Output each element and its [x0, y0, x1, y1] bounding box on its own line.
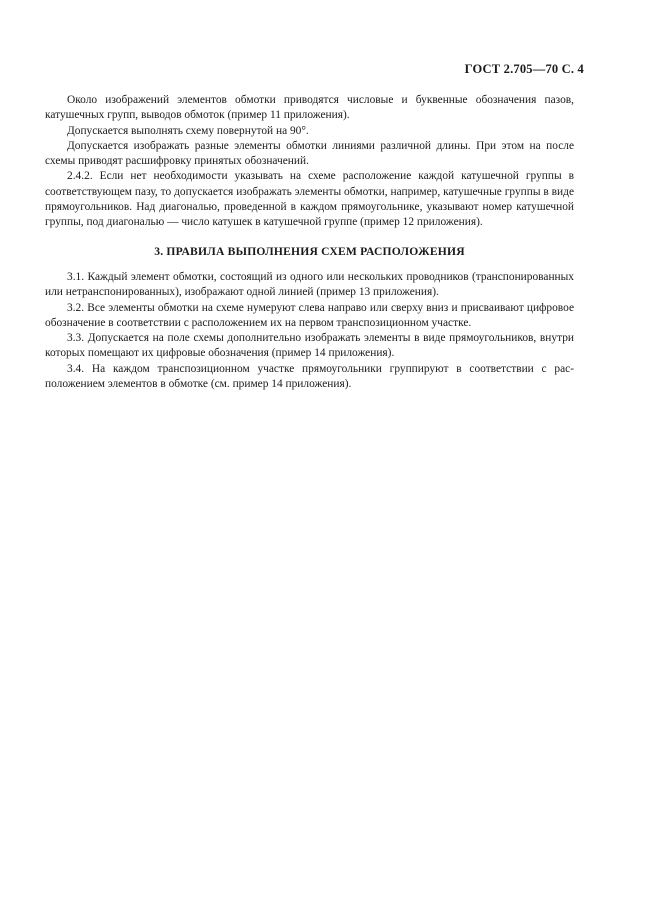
paragraph-2-4-2: 2.4.2. Если нет необходимости указывать на схеме расположение каждой катушечной группы в соответствующем пазу, то допускается изображать элементы обмотки, например, катушечные группы в виде прямоугольников. Над диагональю, проведенной в каждом прямоугольнике, указывают номер катушечной группы, под диагональю — число катушек в катушечной группе (пример 12 приложения). [45, 170, 574, 229]
paragraph-3-1: 3.1. Каждый элемент обмотки, состоящий из одного или нескольких проводников (транспонированных или нетранспонированных), изображают одной линией (пример 13 приложения). [45, 270, 574, 299]
paragraph-line-lengths: Допускается изображать разные элементы обмотки линиями различной длины. При этом на после схемы приводят расшифровку принятых обозначений. [45, 139, 574, 168]
document-body [45, 93, 574, 392]
paragraph-3-3: 3.3. Допускается на поле схемы дополнительно изображать элементы в виде прямоугольников, внутри которых помещают их цифровые обозначения (пример 14 приложения). [45, 332, 574, 360]
paragraph-rotate-diagram: Допускается выполнять схему повернутой на 90°. [67, 124, 309, 137]
paragraph-3-2: 3.2. Все элементы обмотки на схеме нумеруют слева направо или сверху вниз и присваивают цифровое обозначение в соответствии с расположением их на первом транспозиционном участке. [45, 301, 574, 329]
page-header: ГОСТ 2.705—70 С. 4 [464, 62, 584, 76]
paragraph-3-4: 3.4. На каждом транспозиционном участке прямоугольники группируют в соответствии с расположением элементов в обмотке (см. пример 14 приложения). [45, 362, 574, 391]
paragraph-symbols-near-elements: Около изображений элементов обмотки приводятся числовые и буквенные обозначения пазов, катушечных групп, выводов обмоток (пример 11 приложения). [45, 94, 574, 122]
section-title: 3. ПРАВИЛА ВЫПОЛНЕНИЯ СХЕМ РАСПОЛОЖЕНИЯ [154, 244, 465, 258]
